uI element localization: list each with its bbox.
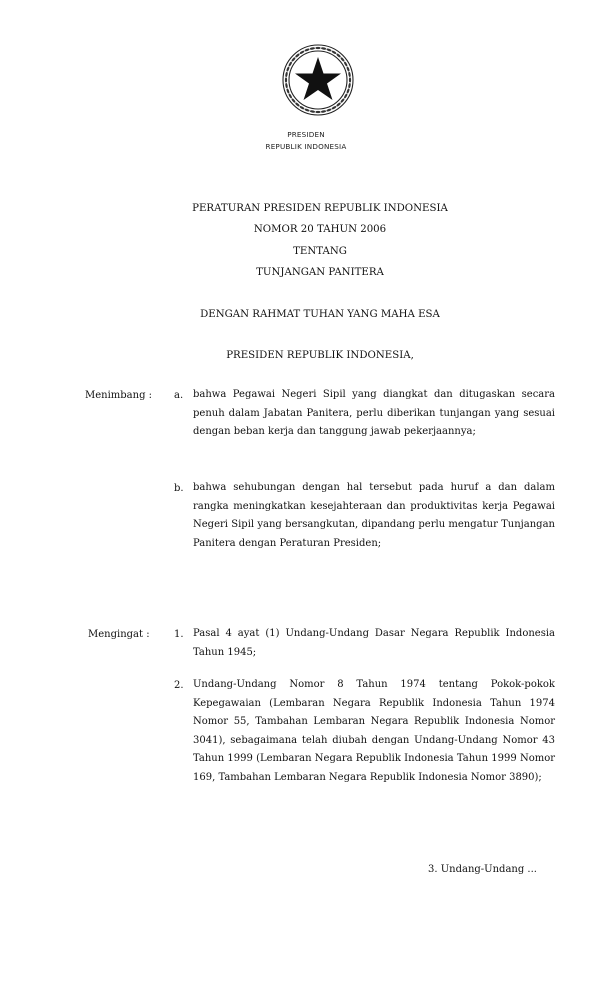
mengingat-label: Mengingat : [88,629,150,640]
menimbang-marker-b: b. [174,483,184,494]
mengingat-item-1: Pasal 4 ayat (1) Undang-Undang Dasar Negara Republik Indonesia Tahun 1945; [193,628,555,658]
menimbang-item-a: bahwa Pegawai Negeri Sipil yang diangkat dan ditugaskan secara penuh dalam Jabatan Panitera, perlu diberikan tunjangan yang sesuai dengan beban kerja dan tanggung jawab pekerjaannya; [193,389,555,437]
mengingat-marker-2: 2. [174,680,184,691]
garuda-emblem-icon [278,40,358,120]
header-line-2: REPUBLIK INDONESIA [265,142,347,151]
regulation-title: PERATURAN PRESIDEN REPUBLIK INDONESIA [192,203,448,214]
menimbang-marker-a: a. [174,390,184,401]
regulation-tentang: TENTANG [293,246,347,257]
regulation-subject: TUNJANGAN PANITERA [256,267,384,278]
menimbang-item-b: bahwa sehubungan dengan hal tersebut pada huruf a dan dalam rangka meningkatkan kesejahteraan dan produktivitas kerja Pegawai Negeri Sipil yang bersangkutan, dipandang perlu mengatur Tunjangan Panitera dengan Peraturan Presiden; [193,482,555,549]
header-line-1: PRESIDEN [287,130,325,139]
mengingat-item-2: Undang-Undang Nomor 8 Tahun 1974 tentang Pokok-pokok Kepegawaian (Lembaran Negara Republik Indonesia Tahun 1974 Nomor 55, Tambahan Lembaran Negara Republik Indonesia Nomor 3041), sebagaimana telah diubah dengan Undang-Undang Nomor 43 Tahun 1999 (Lembaran Negara Republik Indonesia Tahun 1999 Nomor 169, Tambahan Lembaran Negara Republik Indonesia Nomor 3890); [193,679,555,783]
regulation-number: NOMOR 20 TAHUN 2006 [253,224,387,235]
mengingat-marker-1: 1. [174,629,184,640]
preamble-authority: PRESIDEN REPUBLIK INDONESIA, [226,350,414,361]
preamble-blessing: DENGAN RAHMAT TUHAN YANG MAHA ESA [200,309,440,320]
menimbang-label: Menimbang : [85,390,153,401]
page-continuation: 3. Undang-Undang ... [428,864,537,875]
